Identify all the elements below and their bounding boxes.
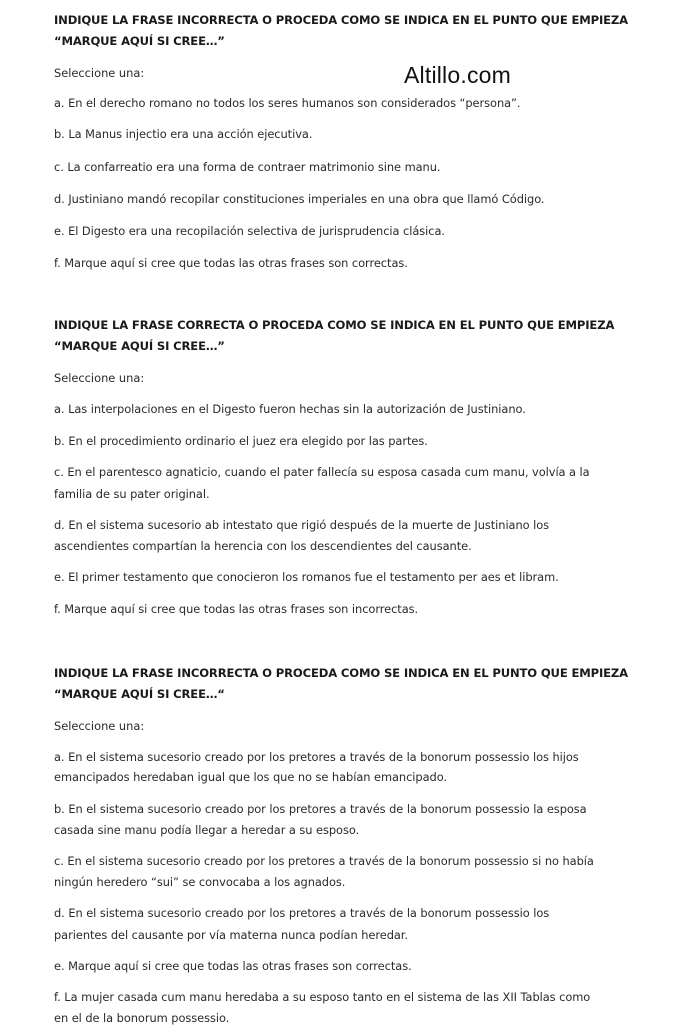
question-2-title-line-1: INDIQUE LA FRASE CORRECTA O PROCEDA COMO SE INDICA EN EL PUNTO QUE EMPIEZA <box>54 318 615 332</box>
question-3-option-a-cont[interactable]: emancipados heredaban igual que los que no se habían emancipado. <box>54 770 447 784</box>
question-3-option-c-cont[interactable]: ningún heredero “sui” se convocaba a los agnados. <box>54 875 346 889</box>
question-2-option-a[interactable]: a. Las interpolaciones en el Digesto fueron hechas sin la autorización de Justiniano. <box>54 402 526 416</box>
question-3-title-line-1: INDIQUE LA FRASE INCORRECTA O PROCEDA COMO SE INDICA EN EL PUNTO QUE EMPIEZA <box>54 666 628 680</box>
watermark: Altillo.com <box>404 62 512 88</box>
question-2-option-e[interactable]: e. El primer testamento que conocieron los romanos fue el testamento per aes et libram. <box>54 570 559 584</box>
question-3-title-line-2: “MARQUE AQUÍ SI CREE…“ <box>54 687 225 701</box>
question-1-option-f[interactable]: f. Marque aquí si cree que todas las otras frases son correctas. <box>54 256 408 270</box>
question-2-title-line-2: “MARQUE AQUÍ SI CREE…” <box>54 339 225 353</box>
question-3-option-f[interactable]: f. La mujer casada cum manu heredaba a su esposo tanto en el sistema de las XII Tablas como <box>54 990 591 1004</box>
question-1-option-e[interactable]: e. El Digesto era una recopilación selectiva de jurisprudencia clásica. <box>54 224 445 238</box>
question-1-title-line-2: “MARQUE AQUÍ SI CREE…” <box>54 34 225 48</box>
question-2-option-c[interactable]: c. En el parentesco agnaticio, cuando el pater fallecía su esposa casada cum manu, volvía a la <box>54 465 590 479</box>
select-label: Seleccione una: <box>54 371 145 385</box>
select-label: Seleccione una: <box>54 719 145 733</box>
question-3-option-b-cont[interactable]: casada sine manu podía llegar a heredar a su esposo. <box>54 823 360 837</box>
question-2-select-label <box>54 370 654 386</box>
question-3 <box>54 663 654 705</box>
question-3-option-d-cont[interactable]: parientes del causante por vía materna nunca podían heredar. <box>54 928 408 942</box>
question-2-option-c-cont[interactable]: familia de su pater original. <box>54 487 210 501</box>
question-1-option-c[interactable]: c. La confarreatio era una forma de contraer matrimonio sine manu. <box>54 160 441 174</box>
question-3-option-e[interactable]: e. Marque aquí si cree que todas las otras frases son correctas. <box>54 959 412 973</box>
question-2-option-f[interactable]: f. Marque aquí si cree que todas las otras frases son incorrectas. <box>54 602 419 616</box>
question-3-option-f-cont[interactable]: en el de la bonorum possessio. <box>54 1011 230 1025</box>
question-1-option-a[interactable]: a. En el derecho romano no todos los seres humanos son considerados “persona”. <box>54 96 521 110</box>
question-3-select-label <box>54 718 654 734</box>
question-1-option-b[interactable]: b. La Manus injectio era una acción ejecutiva. <box>54 127 313 141</box>
question-3-option-c[interactable]: c. En el sistema sucesorio creado por los pretores a través de la bonorum possessio si no había <box>54 854 594 868</box>
question-3-option-a[interactable]: a. En el sistema sucesorio creado por los pretores a través de la bonorum possessio los hijos <box>54 750 579 764</box>
question-2-option-b[interactable]: b. En el procedimiento ordinario el juez era elegido por las partes. <box>54 434 428 448</box>
question-1-select-label <box>54 65 654 81</box>
question-1-option-d[interactable]: d. Justiniano mandó recopilar constituciones imperiales en una obra que llamó Código. <box>54 192 545 206</box>
question-2-option-d-cont[interactable]: ascendientes compartían la herencia con los descendientes del causante. <box>54 539 472 553</box>
question-3-option-d[interactable]: d. En el sistema sucesorio creado por los pretores a través de la bonorum possessio los <box>54 906 550 920</box>
question-2 <box>54 315 654 357</box>
question-1-title-line-1: INDIQUE LA FRASE INCORRECTA O PROCEDA COMO SE INDICA EN EL PUNTO QUE EMPIEZA <box>54 13 628 27</box>
select-label: Seleccione una: <box>54 66 145 80</box>
question-1 <box>54 10 654 52</box>
question-3-option-b[interactable]: b. En el sistema sucesorio creado por los pretores a través de la bonorum possessio la esposa <box>54 802 587 816</box>
question-2-option-d[interactable]: d. En el sistema sucesorio ab intestato que rigió después de la muerte de Justiniano los <box>54 518 550 532</box>
